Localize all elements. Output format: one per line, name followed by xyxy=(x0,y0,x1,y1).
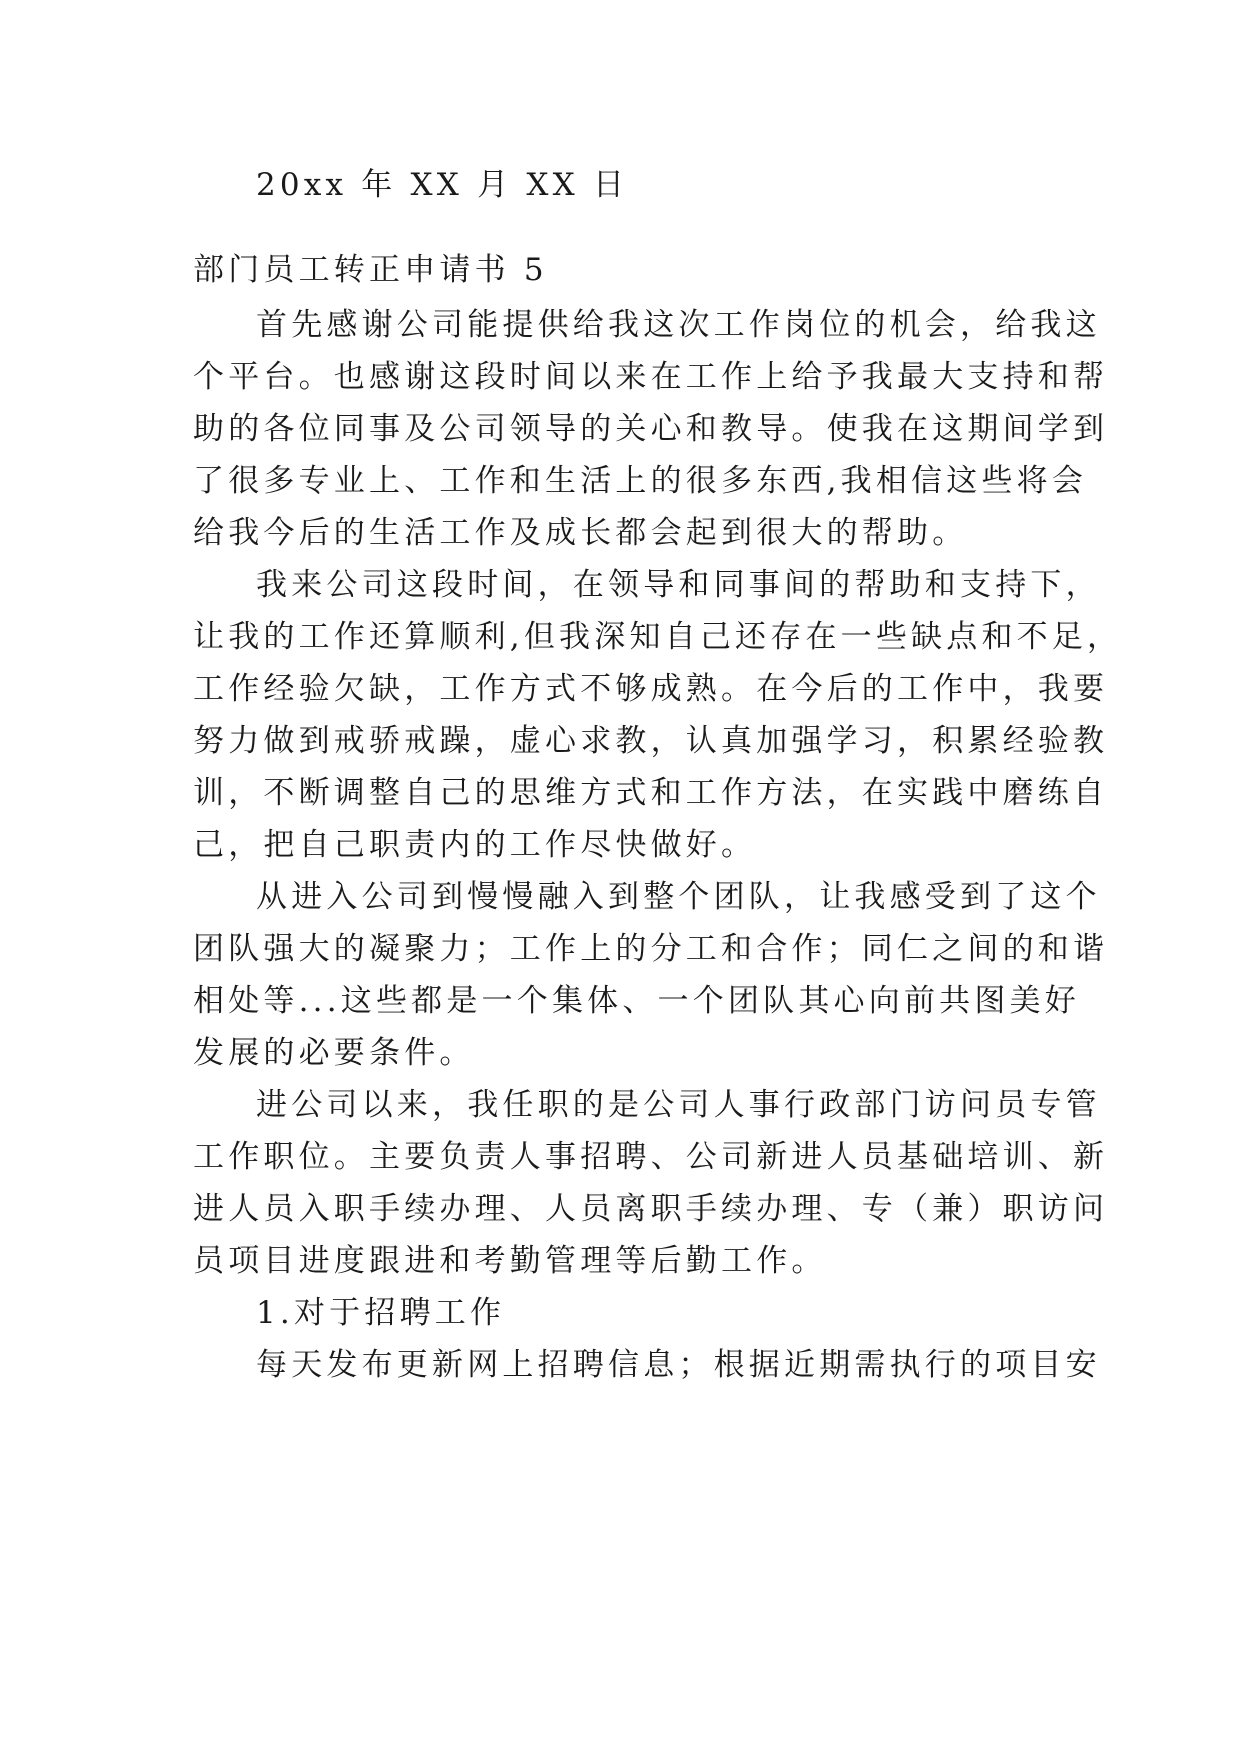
paragraph-4-line-3: 进人员入职手续办理、人员离职手续办理、专（兼）职访问 xyxy=(193,1191,1109,1227)
paragraph-2-line-5: 训，不断调整自己的思维方式和工作方法，在实践中磨练自 xyxy=(193,775,1109,811)
paragraph-3-line-3: 相处等...这些都是一个集体、一个团队其心向前共图美好 xyxy=(193,983,1080,1019)
paragraph-1-line-5: 给我今后的生活工作及成长都会起到很大的帮助。 xyxy=(193,515,968,551)
paragraph-2-line-3: 工作经验欠缺，工作方式不够成熟。在今后的工作中，我要 xyxy=(193,671,1109,707)
paragraph-3-line-2: 团队强大的凝聚力；工作上的分工和合作；同仁之间的和谐 xyxy=(193,931,1109,967)
paragraph-1-line-3: 助的各位同事及公司领导的关心和教导。使我在这期间学到 xyxy=(193,411,1109,447)
paragraph-5-line-1: 每天发布更新网上招聘信息；根据近期需执行的项目安 xyxy=(256,1347,1101,1383)
paragraph-2-line-1: 我来公司这段时间，在领导和同事间的帮助和支持下， xyxy=(256,567,1101,603)
paragraph-3-line-4: 发展的必要条件。 xyxy=(193,1035,475,1071)
paragraph-2-line-2: 让我的工作还算顺利,但我深知自己还存在一些缺点和不足， xyxy=(193,619,1123,655)
paragraph-3-line-1: 从进入公司到慢慢融入到整个团队，让我感受到了这个 xyxy=(256,879,1101,915)
subheading: 1.对于招聘工作 xyxy=(256,1295,506,1331)
paragraph-4-line-2: 工作职位。主要负责人事招聘、公司新进人员基础培训、新 xyxy=(193,1139,1109,1175)
paragraph-4-line-1: 进公司以来，我任职的是公司人事行政部门访问员专管 xyxy=(256,1087,1101,1123)
paragraph-1-line-1: 首先感谢公司能提供给我这次工作岗位的机会，给我这 xyxy=(256,307,1101,343)
paragraph-4-line-4: 员项目进度跟进和考勤管理等后勤工作。 xyxy=(193,1243,827,1279)
section-title: 部门员工转正申请书 5 xyxy=(193,252,548,288)
paragraph-2-line-4: 努力做到戒骄戒躁，虚心求教，认真加强学习，积累经验教 xyxy=(193,723,1109,759)
paragraph-1-line-2: 个平台。也感谢这段时间以来在工作上给予我最大支持和帮 xyxy=(193,359,1109,395)
paragraph-2-line-6: 己，把自己职责内的工作尽快做好。 xyxy=(193,827,757,863)
document-date: 20xx 年 XX 月 XX 日 xyxy=(256,167,629,203)
paragraph-1-line-4: 了很多专业上、工作和生活上的很多东西,我相信这些将会 xyxy=(193,463,1088,499)
